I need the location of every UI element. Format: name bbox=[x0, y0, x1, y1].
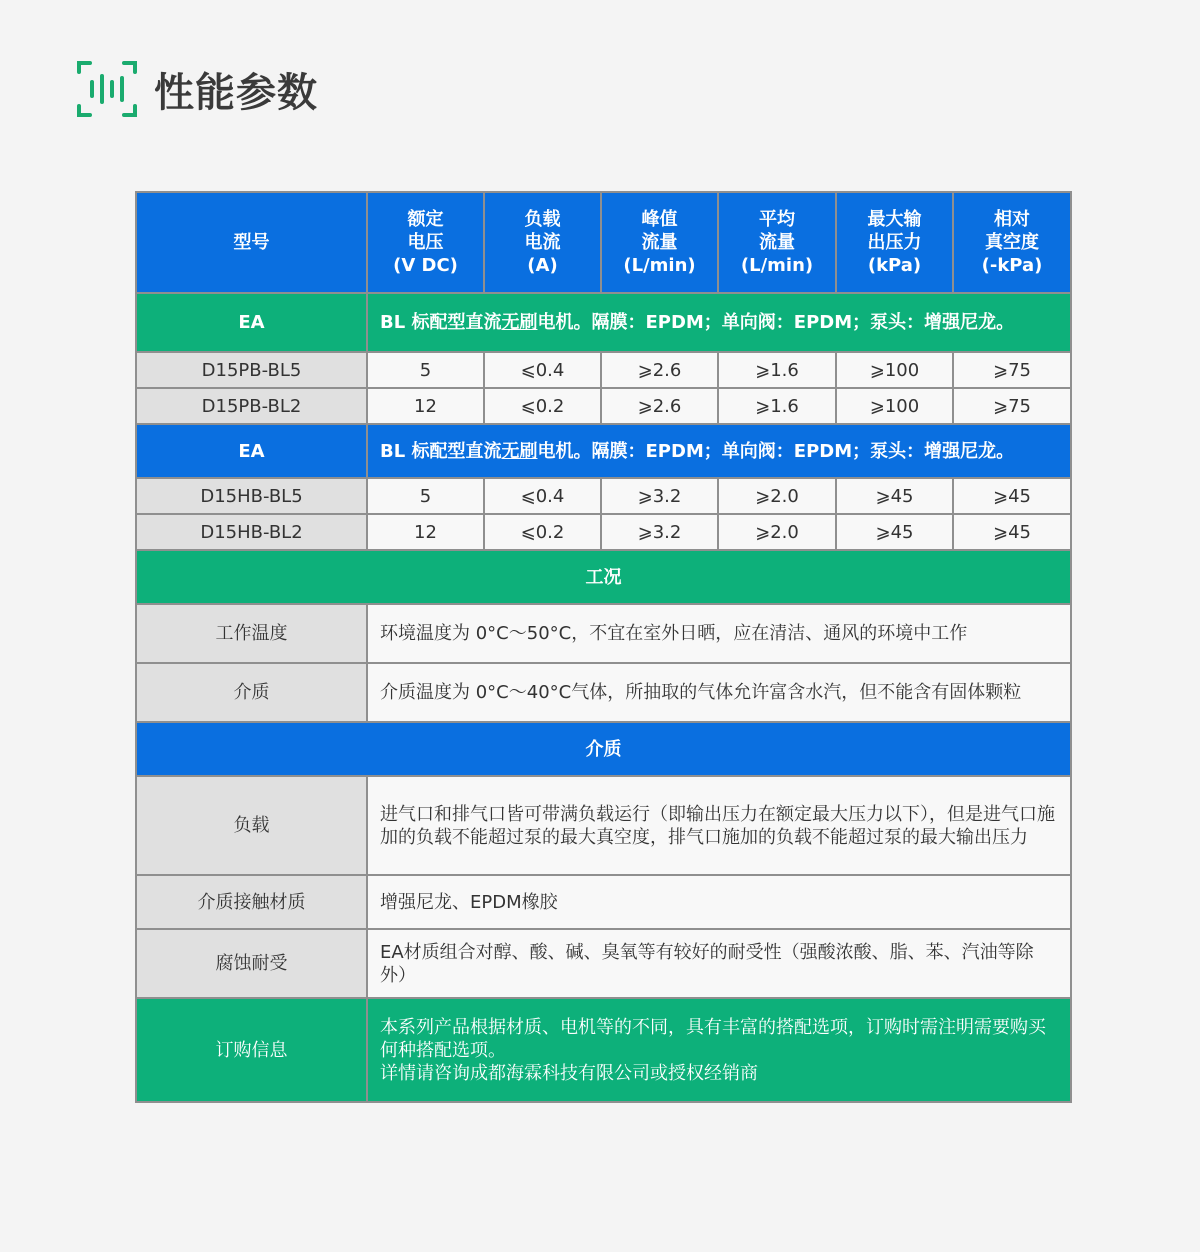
section-title: 介质 bbox=[136, 722, 1071, 776]
value-cell: ⩽0.2 bbox=[484, 388, 601, 424]
value-cell: ⩾3.2 bbox=[601, 478, 718, 514]
value-cell: ⩾2.0 bbox=[718, 478, 836, 514]
value-cell: ⩾45 bbox=[953, 514, 1071, 550]
order-label: 订购信息 bbox=[136, 998, 367, 1102]
info-label: 介质接触材质 bbox=[136, 875, 367, 929]
column-header: 负载 电流 (A) bbox=[484, 192, 601, 293]
model-cell: D15HB-BL2 bbox=[136, 514, 367, 550]
description-text: 无刷 bbox=[501, 312, 538, 333]
order-line: 详情请咨询成都海霖科技有限公司或授权经销商 bbox=[380, 1062, 758, 1084]
page-title: 性能参数 bbox=[154, 69, 318, 116]
value-cell: ⩾75 bbox=[953, 388, 1071, 424]
table-row bbox=[136, 352, 1071, 388]
series-description bbox=[367, 293, 1071, 352]
value-cell: 12 bbox=[367, 514, 484, 550]
info-row bbox=[136, 604, 1071, 663]
series-row bbox=[136, 424, 1071, 478]
value-cell: 5 bbox=[367, 478, 484, 514]
waveform-scan-icon bbox=[76, 58, 138, 120]
page-header bbox=[76, 58, 318, 120]
order-line: 本系列产品根据材质、电机等的不同，具有丰富的搭配选项，订购时需注明需要购买何种搭配选项。 bbox=[380, 1016, 1046, 1061]
value-cell: ⩾1.6 bbox=[718, 352, 836, 388]
description-text: 电机。隔膜：EPDM；单向阀：EPDM；泵头：增强尼龙。 bbox=[537, 312, 1015, 333]
info-label: 介质 bbox=[136, 663, 367, 722]
value-cell: ⩾100 bbox=[836, 352, 953, 388]
value-cell: ⩾1.6 bbox=[718, 388, 836, 424]
value-cell: ⩾2.0 bbox=[718, 514, 836, 550]
value-cell: ⩾100 bbox=[836, 388, 953, 424]
value-cell: 12 bbox=[367, 388, 484, 424]
series-description bbox=[367, 424, 1071, 478]
info-value: 环境温度为 0°C～50°C，不宜在室外日晒，应在清洁、通风的环境中工作 bbox=[367, 604, 1071, 663]
header-row bbox=[136, 192, 1071, 293]
value-cell: ⩾75 bbox=[953, 352, 1071, 388]
info-label: 负载 bbox=[136, 776, 367, 875]
info-value: 增强尼龙、EPDM橡胶 bbox=[367, 875, 1071, 929]
value-cell: ⩽0.4 bbox=[484, 478, 601, 514]
description-text: BL 标配型直流 bbox=[380, 440, 502, 462]
series-name: EA bbox=[136, 424, 367, 478]
value-cell: ⩾45 bbox=[953, 478, 1071, 514]
value-cell: ⩾2.6 bbox=[601, 388, 718, 424]
value-cell: ⩾2.6 bbox=[601, 352, 718, 388]
info-value: 介质温度为 0°C～40°C气体，所抽取的气体允许富含水汽，但不能含有固体颗粒 bbox=[367, 663, 1071, 722]
info-row bbox=[136, 776, 1071, 875]
info-label: 腐蚀耐受 bbox=[136, 929, 367, 998]
value-cell: ⩽0.4 bbox=[484, 352, 601, 388]
table-row bbox=[136, 388, 1071, 424]
model-cell: D15PB-BL2 bbox=[136, 388, 367, 424]
series-name: EA bbox=[136, 293, 367, 352]
column-header: 平均 流量 (L/min) bbox=[718, 192, 836, 293]
spec-table bbox=[135, 191, 1072, 1103]
info-row bbox=[136, 663, 1071, 722]
value-cell: ⩾45 bbox=[836, 514, 953, 550]
section-row bbox=[136, 722, 1071, 776]
column-header: 最大输 出压力 (kPa) bbox=[836, 192, 953, 293]
description-text: 电机。隔膜：EPDM；单向阀：EPDM；泵头：增强尼龙。 bbox=[537, 440, 1015, 462]
info-row bbox=[136, 875, 1071, 929]
description-text: 无刷 bbox=[501, 440, 538, 462]
column-header: 相对 真空度 (-kPa) bbox=[953, 192, 1071, 293]
value-cell: 5 bbox=[367, 352, 484, 388]
series-row bbox=[136, 293, 1071, 352]
model-cell: D15PB-BL5 bbox=[136, 352, 367, 388]
model-cell: D15HB-BL5 bbox=[136, 478, 367, 514]
column-header: 峰值 流量 (L/min) bbox=[601, 192, 718, 293]
info-value: 进气口和排气口皆可带满负载运行（即输出压力在额定最大压力以下），但是进气口施加的负载不能超过泵的最大真空度，排气口施加的负载不能超过泵的最大输出压力 bbox=[367, 776, 1071, 875]
value-cell: ⩾3.2 bbox=[601, 514, 718, 550]
info-label: 工作温度 bbox=[136, 604, 367, 663]
value-cell: ⩽0.2 bbox=[484, 514, 601, 550]
section-title: 工况 bbox=[136, 550, 1071, 604]
table-row bbox=[136, 514, 1071, 550]
value-cell: ⩾45 bbox=[836, 478, 953, 514]
info-value: EA材质组合对醇、酸、碱、臭氧等有较好的耐受性（强酸浓酸、脂、苯、汽油等除外） bbox=[367, 929, 1071, 998]
column-header: 额定 电压 (V DC) bbox=[367, 192, 484, 293]
table-row bbox=[136, 478, 1071, 514]
order-info bbox=[367, 998, 1071, 1102]
section-row bbox=[136, 550, 1071, 604]
info-row bbox=[136, 929, 1071, 998]
order-row bbox=[136, 998, 1071, 1102]
description-text: BL 标配型直流 bbox=[380, 312, 502, 333]
column-header: 型号 bbox=[136, 192, 367, 293]
